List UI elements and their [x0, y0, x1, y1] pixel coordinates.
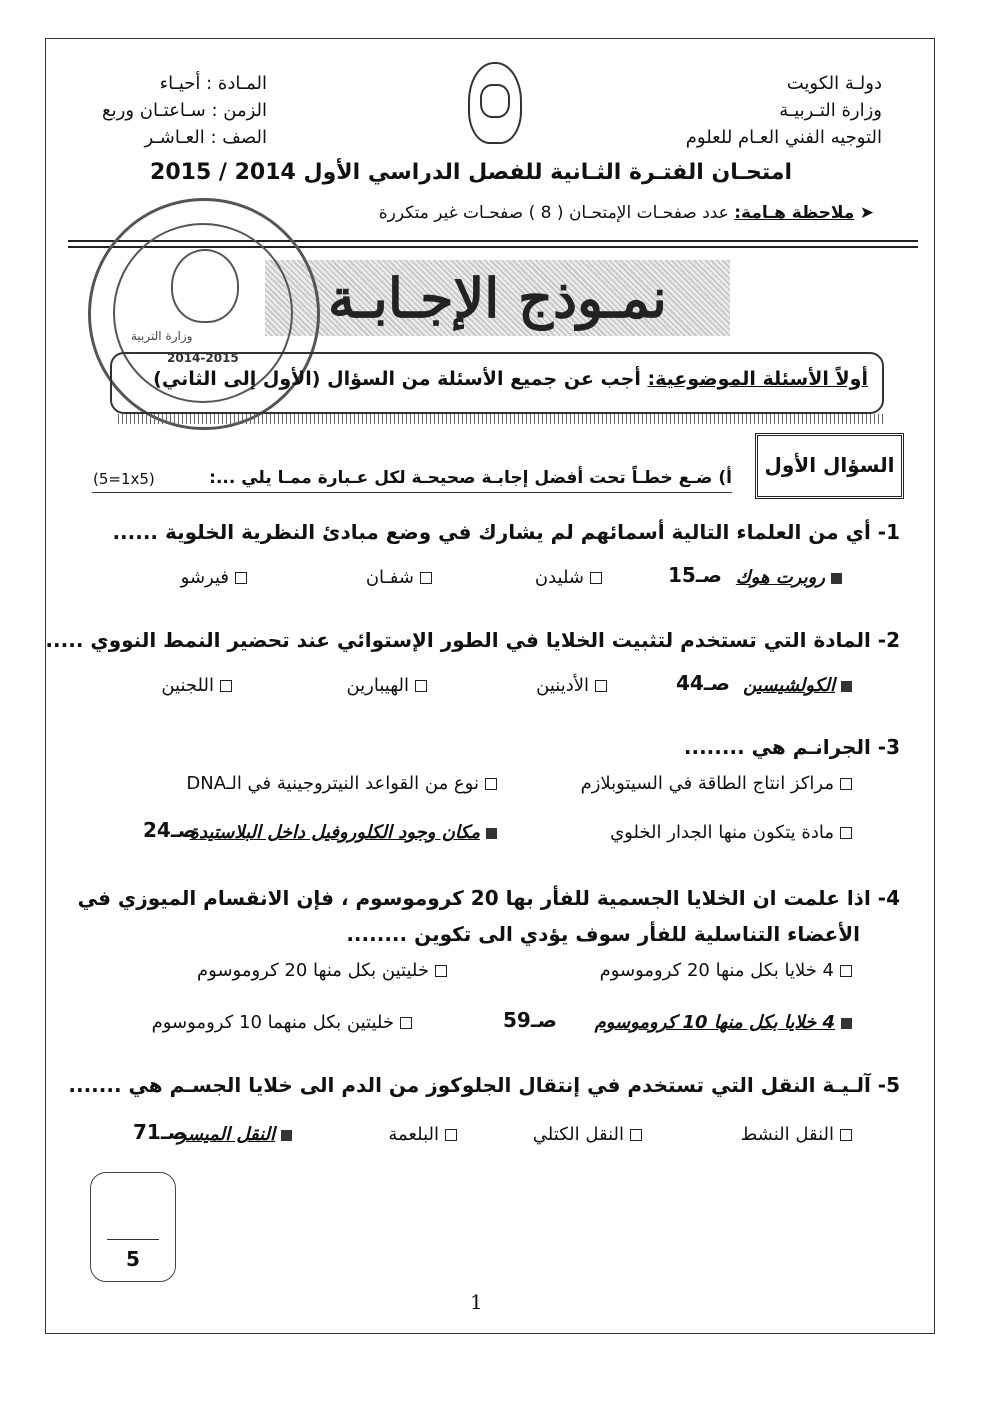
q4-option-c[interactable]: 4 خلايا بكل منها 10 كروموسوم	[595, 1012, 852, 1033]
subject: المـادة : أحيـاء	[159, 73, 267, 94]
ministry-name: وزارة التـربيـة	[779, 100, 882, 121]
q5-option-c[interactable]: البلعمة	[388, 1124, 457, 1145]
department-name: التوجيه الفني العـام للعلوم	[685, 127, 882, 148]
score-value: 5	[126, 1247, 140, 1271]
q2-option-b[interactable]: الأدينين	[536, 675, 607, 696]
question-4-cont: الأعضاء التناسلية للفأر سوف يؤدي الى تكوين ........	[346, 922, 860, 946]
important-note	[379, 203, 874, 223]
q5-option-d[interactable]: النقل الميسر	[178, 1124, 292, 1145]
kuwait-emblem-icon	[468, 62, 522, 144]
q4-option-d[interactable]: خليتين بكل منهما 10 كروموسوم	[152, 1012, 412, 1033]
stamp-ministry-text: وزارة التربية	[131, 329, 193, 343]
header-left	[102, 70, 267, 151]
header-right	[686, 70, 882, 151]
q3-option-c[interactable]: مادة يتكون منها الجدار الخلوي	[610, 822, 852, 843]
q2-answer-ref: صـ44	[675, 671, 730, 695]
instruction-underline	[92, 492, 732, 493]
q1-option-b[interactable]: شليدن	[535, 567, 602, 588]
score-line	[107, 1239, 159, 1240]
country-name: دولـة الكويت	[786, 73, 882, 94]
stamp-year: 2014-2015	[167, 351, 239, 365]
page-number: 1	[470, 1290, 483, 1314]
grade: الصف : العـاشـر	[144, 127, 267, 148]
q5-option-b[interactable]: النقل الكتلي	[533, 1124, 642, 1145]
note-text: عدد صفحـات الإمتحـان ( 8 ) صفحـات غير متكررة	[378, 203, 729, 223]
q3-answer-ref: صـ24	[142, 818, 197, 842]
instruction: أ) ضـع خطـاً تحت أفضل إجابـة صحيحـة لكل عـبارة ممـا يلي ...:	[209, 468, 732, 488]
section-header	[110, 352, 884, 414]
exam-title: امتحـان الفتـرة الثـانية للفصل الدراسي الأول 2014 / 2015	[150, 160, 792, 185]
answer-key-banner: نمـوذج الإجـابـة	[265, 260, 730, 336]
question-3: 3- الجرانـم هي ........	[683, 735, 900, 759]
q4-answer-ref: صـ59	[502, 1008, 557, 1032]
q1-option-a[interactable]: روبرت هوك	[736, 567, 842, 588]
ruler-ticks	[118, 414, 883, 424]
question-2: 2- المادة التي تستخدم لتثبيت الخلايا في الطور الإستوائي عند تحضير النمط النووي .....	[45, 628, 900, 652]
q4-option-b[interactable]: خليتين بكل منها 20 كروموسوم	[197, 960, 447, 981]
question-one-box: السؤال الأول	[755, 433, 904, 499]
q2-option-d[interactable]: اللجنين	[161, 675, 232, 696]
q3-option-b[interactable]: نوع من القواعد النيتروجينية في الـDNA	[186, 773, 497, 794]
instruction-marks: (5=1x5)	[93, 470, 155, 488]
duration: الزمن : سـاعتـان وربع	[102, 100, 267, 121]
q2-option-c[interactable]: الهيبارين	[346, 675, 427, 696]
question-5: 5- آلـيـة النقل التي تستخدم في إنتقال الجلوكوز من الدم الى خلايا الجسـم هي .......	[68, 1073, 900, 1097]
q5-option-a[interactable]: النقل النشط	[741, 1124, 852, 1145]
q3-option-d[interactable]: مكان وجود الكلوروفيل داخل البلاستيدة	[190, 822, 497, 843]
section-label: أولاً الأسئلة الموضوعية:	[647, 368, 868, 390]
question-1: 1- أي من العلماء التالية أسمائهم لم يشارك في وضع مبادئ النظرية الخلوية ......	[112, 520, 900, 544]
q2-option-a[interactable]: الكولشيسين	[743, 675, 852, 696]
score-box	[90, 1172, 176, 1282]
section-text: أجب عن جميع الأسئلة من السؤال (الأول إلى الثاني)	[153, 368, 641, 390]
q1-option-d[interactable]: فيرشو	[181, 567, 247, 588]
arrow-icon: ➤	[854, 203, 874, 223]
q1-option-c[interactable]: شفـان	[366, 567, 432, 588]
q5-answer-ref: صـ71	[132, 1120, 187, 1144]
q1-answer-ref: صـ15	[667, 563, 722, 587]
note-label: ملاحظة هـامة:	[734, 203, 855, 223]
stamp-emblem-icon	[171, 249, 239, 323]
q3-option-a[interactable]: مراكز انتاج الطاقة في السيتوبلازم	[581, 773, 852, 794]
question-4: 4- اذا علمت ان الخلايا الجسمية للفأر بها 20 كروموسوم ، فإن الانقسام الميوزي في	[77, 886, 900, 910]
q4-option-a[interactable]: 4 خلايا بكل منها 20 كروموسوم	[600, 960, 852, 981]
